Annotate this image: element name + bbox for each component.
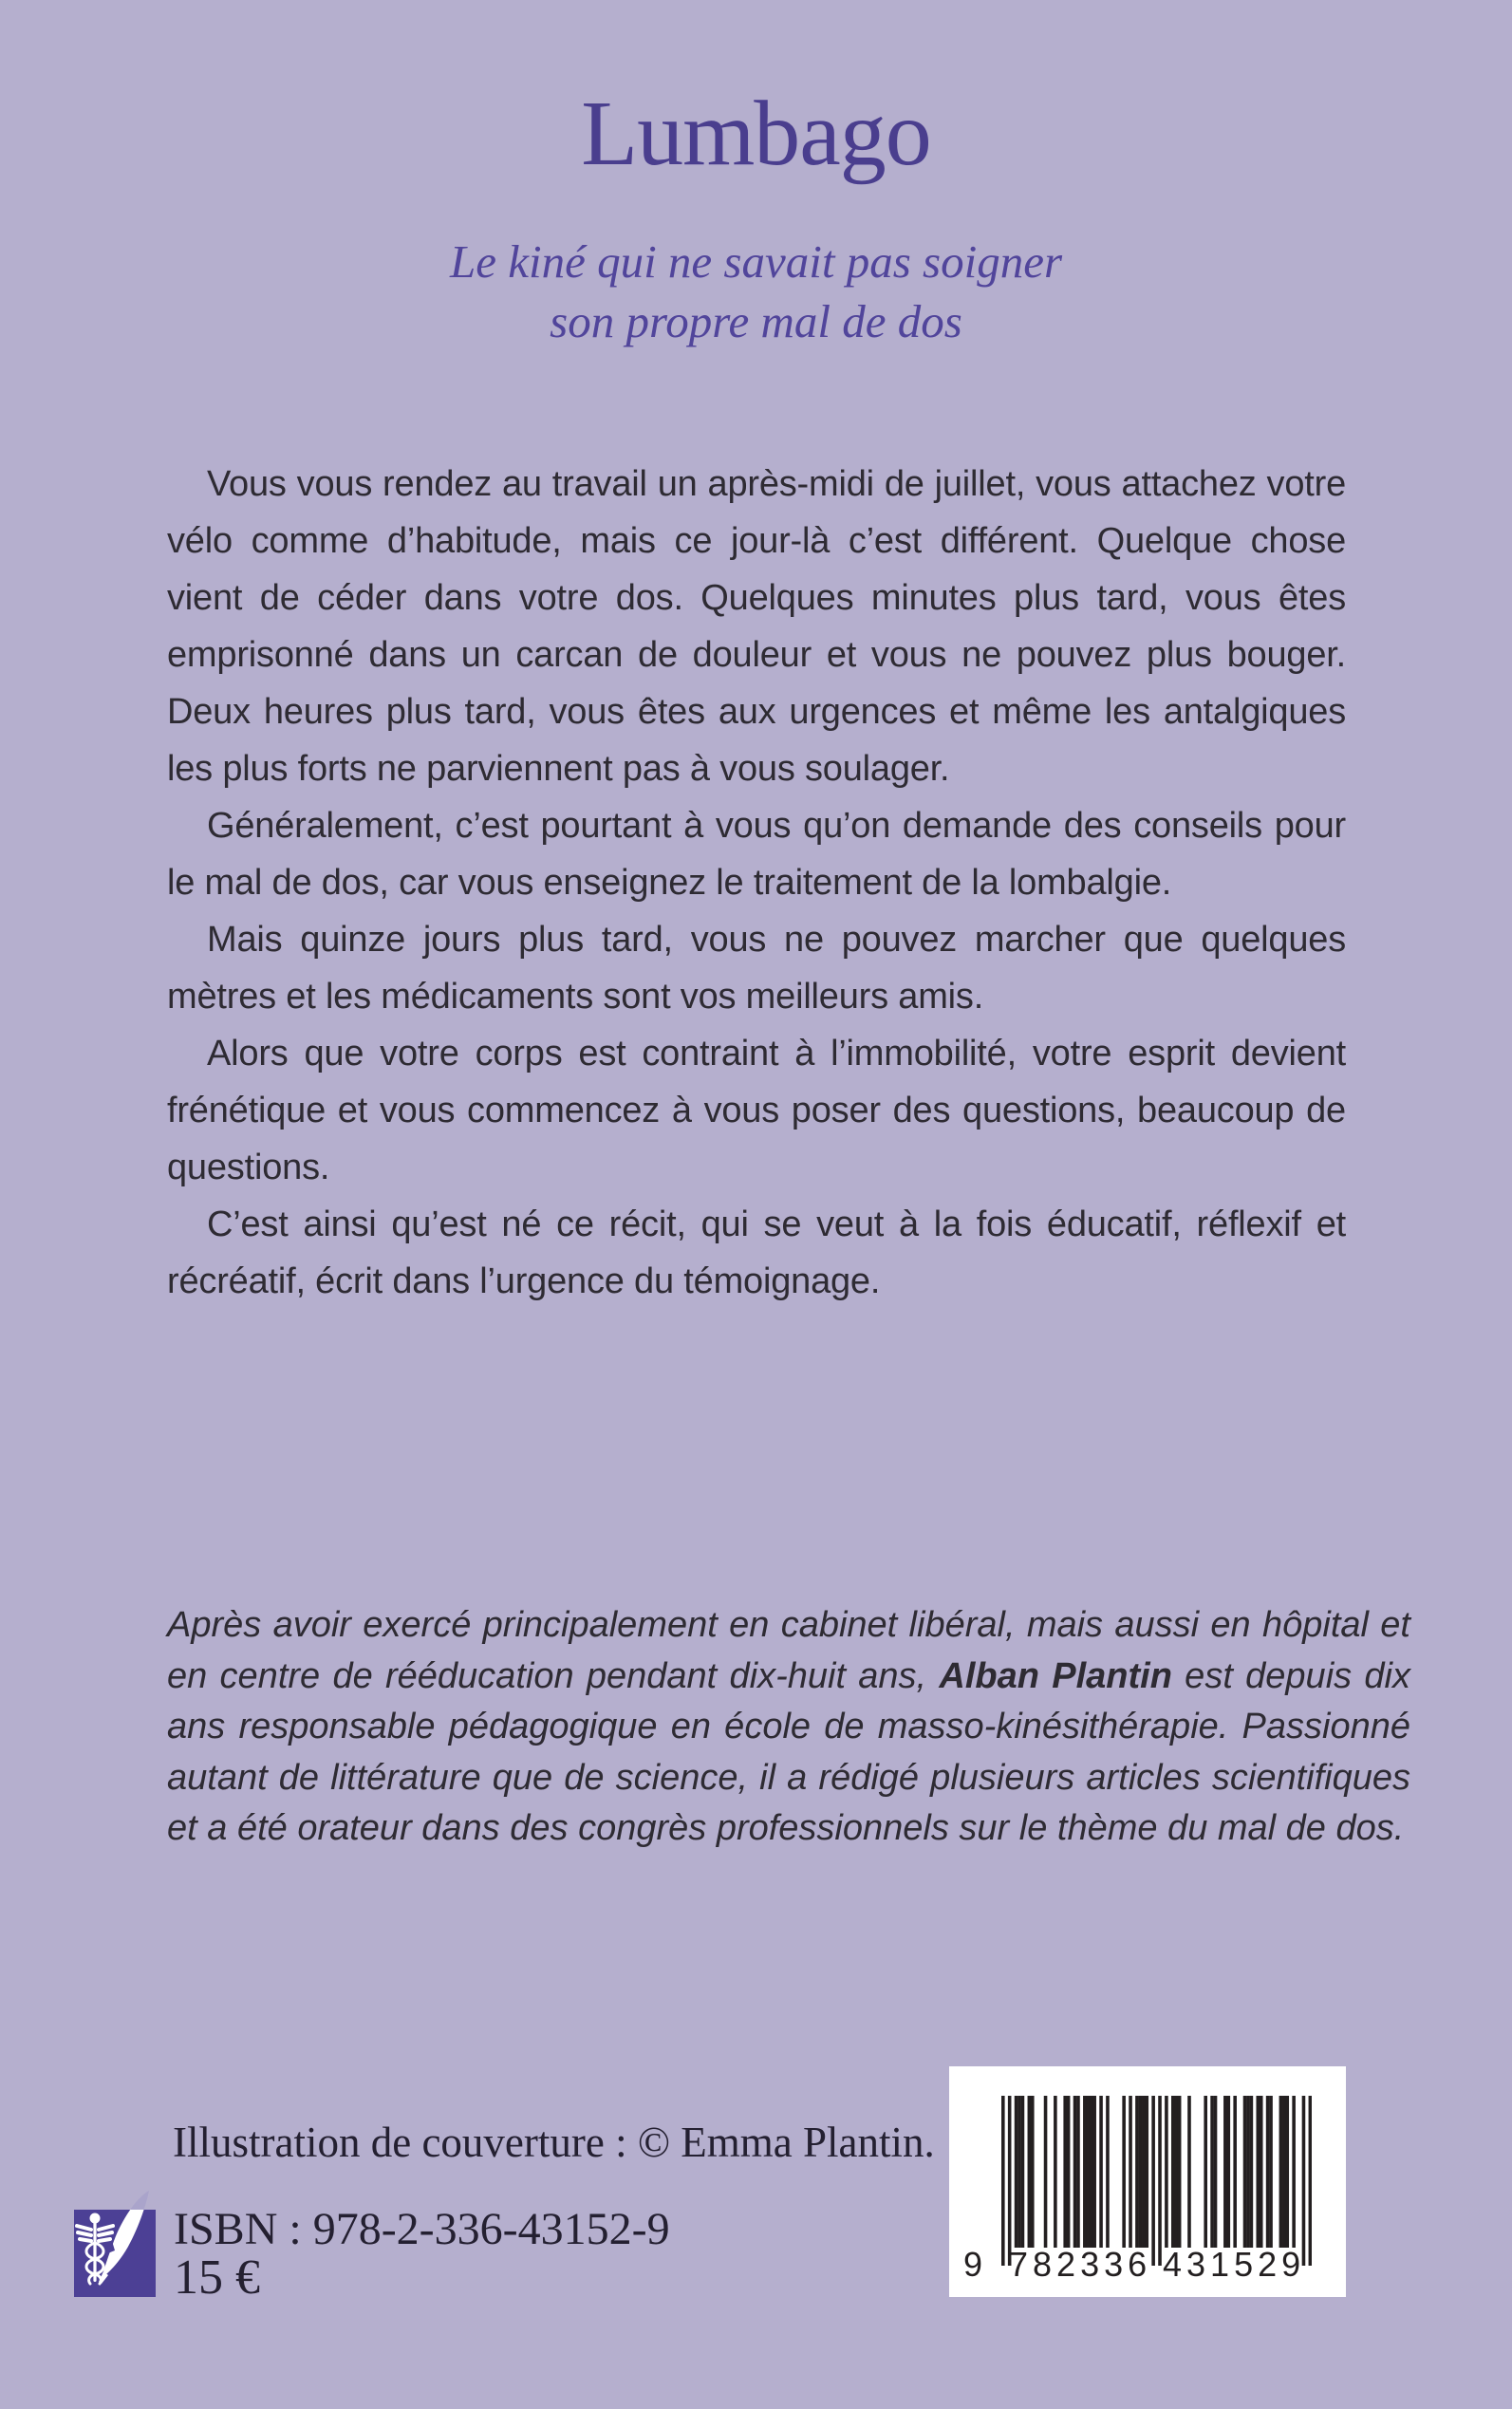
synopsis-paragraph-3: Mais quinze jours plus tard, vous ne pouvez marcher que quelques mètres et les médicaments sont vos meilleurs amis. [167, 920, 1346, 1017]
bio-text-before: Après avoir exercé principalement en cabinet libéral, mais aussi en hôpital et en centre de rééducation pendant dix-huit ans, [167, 1605, 1410, 1696]
book-subtitle [0, 232, 1512, 351]
bio-text-after: est depuis dix ans responsable pédagogique en école de masso-kinésithérapie. Passionné autant de littérature que de science, il a rédigé plusieurs articles scientifiques et a été orateur dans des congrès professionnels sur le thème du mal de dos. [167, 1655, 1410, 1848]
synopsis [167, 456, 1346, 1310]
barcode-digits-left: 782336 [1009, 2245, 1152, 2284]
author-bio-paragraph [167, 1600, 1410, 1855]
isbn-text: ISBN : 978-2-336-43152-9 [174, 2204, 670, 2254]
synopsis-paragraph-5: C’est ainsi qu’est né ce récit, qui se veut à la fois éducatif, réflexif et récréatif, écrit dans l’urgence du témoignage. [167, 1204, 1346, 1301]
book-title: Lumbago [581, 83, 931, 185]
barcode-bars [1001, 2096, 1312, 2266]
price-text: 15 € [174, 2250, 260, 2305]
subtitle-line-1: Le kiné qui ne savait pas soigner [449, 235, 1063, 288]
barcode-digits-right: 431529 [1163, 2245, 1306, 2284]
publisher-logo [74, 2188, 156, 2297]
barcode-digit-lead: 9 [963, 2245, 983, 2284]
caduceus-quill-icon [74, 2188, 156, 2297]
illustration-credit: Illustration de couverture : © Emma Plantin. [173, 2119, 935, 2166]
synopsis-paragraph-1: Vous vous rendez au travail un après-midi de juillet, vous attachez votre vélo comme d’habitude, mais ce jour-là c’est différent. Quelque chose vient de céder dans votre dos. Quelques minutes plus tard, vous êtes emprisonné dans un carcan de douleur et vous ne pouvez plus bouger. Deux heures plus tard, vous êtes aux urgences et même les antalgiques les plus forts ne parviennent pas à vous soulager. [167, 464, 1346, 789]
synopsis-paragraph-2: Généralement, c’est pourtant à vous qu’on demande des conseils pour le mal de dos, car vous enseignez le traitement de la lombalgie. [167, 806, 1346, 903]
barcode-digits [963, 2243, 1312, 2287]
subtitle-line-2: son propre mal de dos [550, 295, 962, 347]
synopsis-paragraph-4: Alors que votre corps est contraint à l’immobilité, votre esprit devient frénétique et vous commencez à vous poser des questions, beaucoup de questions. [167, 1034, 1346, 1187]
author-bio [167, 1600, 1410, 1855]
author-name: Alban Plantin [939, 1655, 1172, 1696]
barcode [949, 2066, 1346, 2297]
